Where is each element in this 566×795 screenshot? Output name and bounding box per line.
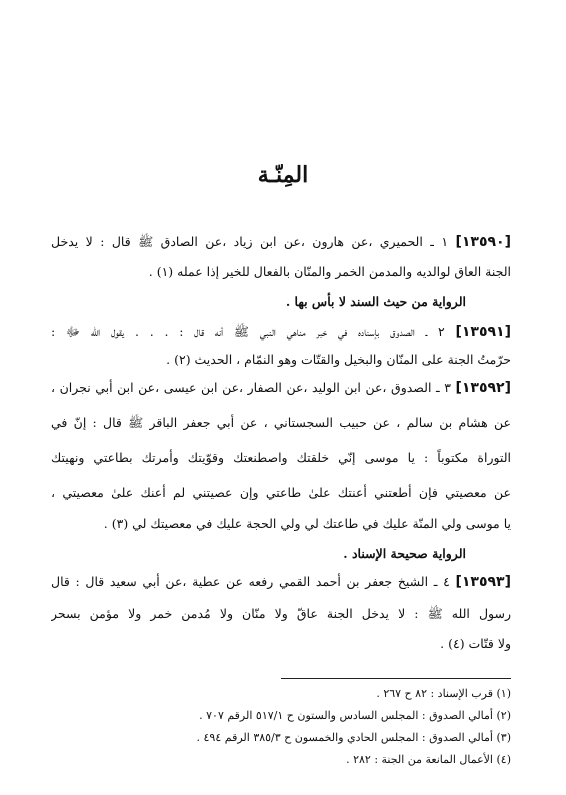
page-title: المِنّـة	[257, 162, 309, 188]
entry-4-line-3: ولا قتّات (٤) .	[440, 636, 511, 651]
footnote-3: (٣) أمالي الصدوق : المجلس الحادي والخمسون ح ٣٨٥/٣ الرقم ٤٩٤ .	[196, 731, 511, 744]
entry-3-line-1	[51, 378, 511, 398]
entry-4-line-2: رسول الله ﷺ : لا يدخل الجنة عاقّ ولا منّان ولا مُدمن خمر ولا مؤمن بسحر	[51, 606, 511, 621]
entry-2-line-1	[51, 322, 511, 342]
hadith-text: ١ ـ الحميري ،عن هارون ،عن ابن زياد ،عن الصادق ﷺ قال : لا يدخل	[51, 234, 449, 249]
entry-number: [١٣٥٩٠]	[455, 234, 511, 250]
entry-3-line-5: يا موسى ولي المنّة عليك في طاعتك لي ولي الحجة عليك في معصيتك لي (٣) .	[103, 516, 511, 531]
hadith-text: ٣ ـ الصدوق ،عن ابن الوليد ،عن الصفار ،عن ابن عيسى ،عن ابن أبي نجران ،	[51, 380, 451, 395]
entry-number: [١٣٥٩٣]	[455, 574, 511, 590]
entry-number: [١٣٥٩٢]	[455, 380, 511, 396]
entry-1-sanad: الرواية من حيث السند لا بأس بها .	[285, 294, 466, 309]
hadith-text: ٢ ـ الصدوق بإسناده في خبر مناهي النبي ﷺ أنه قال : . . . يقول الله ﷻ :	[51, 324, 445, 339]
entry-4-line-1	[51, 572, 511, 592]
hadith-text: ٤ ـ الشيخ جعفر بن أحمد القمي رفعه عن عطية ،عن أبي سعيد قال : قال	[51, 574, 450, 589]
footnote-divider	[281, 678, 511, 679]
entry-1-line-2: الجنة العاق لوالديه والمدمن الخمر والمنّان بالفعال للخير إذا عمله (١) .	[148, 264, 511, 279]
entry-3-line-4: عن معصيتي فإن أطعتني أعنتك علىٰ طاعتي وإن عصيتني لم أعنك علىٰ معصيتي ،	[51, 485, 511, 500]
footnote-4: (٤) الأعمال المانعة من الجنة : ٢٨٢ .	[346, 753, 511, 766]
entry-1-line-1	[51, 232, 511, 252]
footnote-2: (٢) أمالي الصدوق : المجلس السادس والستون ح ٥١٧/١ الرقم ٧٠٧ .	[199, 709, 511, 722]
entry-3-line-2: عن هشام بن سالم ، عن حبيب السجستاني ، عن أبي جعفر الباقر ﷺ قال : إنّ في	[51, 415, 511, 430]
entry-3-sanad: الرواية صحيحة الإسناد .	[343, 546, 466, 561]
entry-3-line-3: التوراة مكتوباً : يا موسى إنّي خلقتك واصطنعتك وقوّيتك وأمرتك بطاعتي ونهيتك	[51, 450, 511, 465]
footnote-1: (١) قرب الإسناد : ٨٢ ح ٢٦٧ .	[376, 687, 511, 700]
entry-2-line-2: حرّمتُ الجنة على المنّان والبخيل والقتّات وهو النمّام ، الحديث (٢) .	[166, 352, 511, 367]
entry-number: [١٣٥٩١]	[455, 324, 511, 340]
